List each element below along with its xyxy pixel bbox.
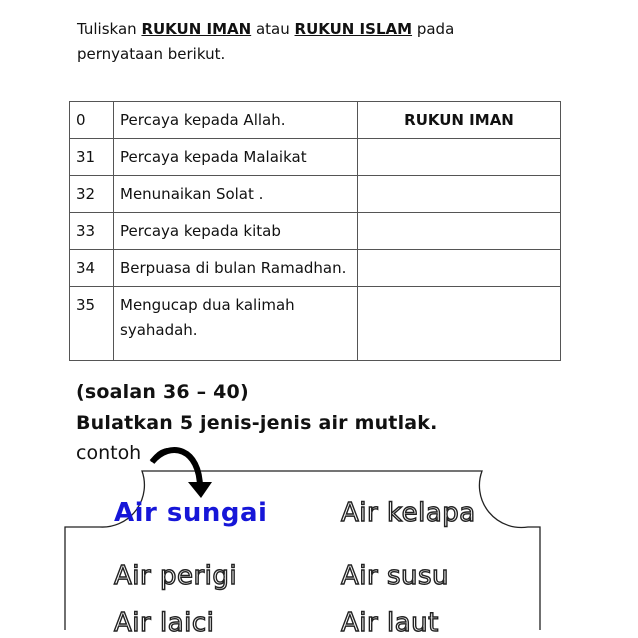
row-statement: Percaya kepada Malaikat (114, 139, 358, 176)
instruction-suffix: pada pernyataan berikut. (77, 20, 455, 63)
option-rukun-islam: RUKUN ISLAM (294, 20, 413, 38)
row-statement: Menunaikan Solat . (114, 176, 358, 213)
instruction-prefix: Tuliskan (77, 20, 137, 38)
word-air-laici[interactable]: Air laici (114, 608, 215, 638)
row-answer: RUKUN IMAN (358, 102, 561, 139)
row-number: 33 (70, 213, 114, 250)
row-number: 35 (70, 287, 114, 361)
row-number: 32 (70, 176, 114, 213)
row-statement: Berpuasa di bulan Ramadhan. (114, 250, 358, 287)
word-air-perigi[interactable]: Air perigi (114, 561, 238, 591)
row-statement: Percaya kepada Allah. (114, 102, 358, 139)
row-number: 31 (70, 139, 114, 176)
word-air-laut[interactable]: Air laut (341, 608, 439, 638)
row-statement: Percaya kepada kitab (114, 213, 358, 250)
row-number: 0 (70, 102, 114, 139)
option-rukun-iman: RUKUN IMAN (141, 20, 252, 38)
curved-arrow-icon (152, 450, 212, 499)
word-air-sungai[interactable]: Air sungai (114, 498, 268, 528)
section-instruction: Bulatkan 5 jenis-jenis air mutlak. (76, 412, 438, 434)
example-label: contoh (76, 442, 142, 464)
instruction-middle: atau (255, 20, 290, 38)
word-air-susu[interactable]: Air susu (341, 561, 450, 591)
row-number: 34 (70, 250, 114, 287)
word-air-kelapa[interactable]: Air kelapa (341, 498, 476, 528)
row-statement: Mengucap dua kalimah syahadah. (114, 287, 358, 361)
section-heading: (soalan 36 – 40) (76, 381, 249, 403)
